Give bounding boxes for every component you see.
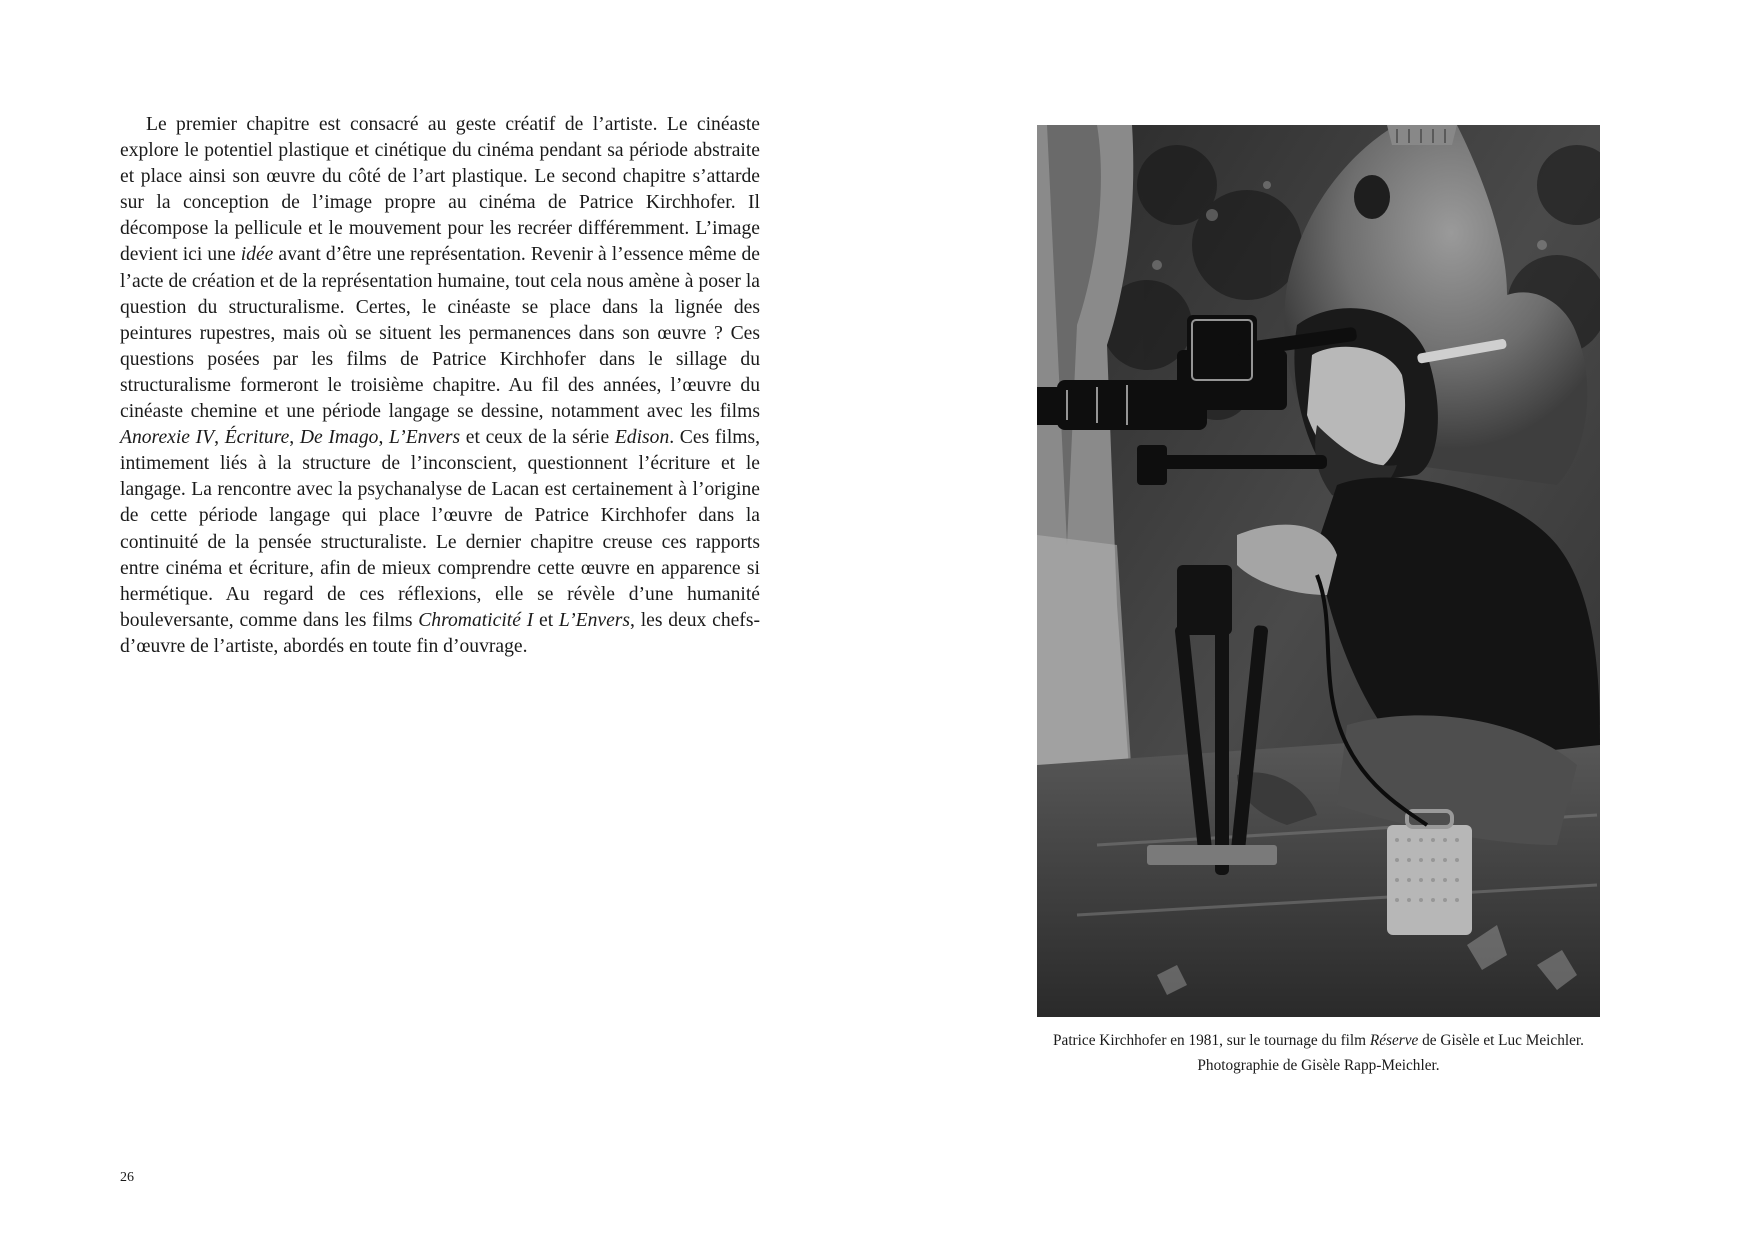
text-run: Le premier chapitre est consacré au geste créatif de l’artiste. Le cinéaste explore le potentiel plastique et cinétique du cinéma pendant sa période abstraite et place ainsi son œuvre du côté de l’art plastique. Le second chapitre s’attarde sur la conception de l’image propre au cinéma de Patrice Kirchhofer. Il décompose la pellicule et le mouvement pour les recréer différemment. L’image devient ici une xyxy=(120,114,760,266)
right-page xyxy=(874,0,1748,1240)
text-run: , xyxy=(289,427,300,449)
text-run: , xyxy=(378,427,389,449)
italic-run: Edison xyxy=(614,427,670,449)
photo-caption xyxy=(1037,1028,1600,1078)
text-run: avant d’être une représentation. Revenir à l’essence même de l’acte de création et de la représentation humaine, tout cela nous amène à poser la question du structuralisme. Certes, le cinéaste se place dans la lignée des peintures rupestres, mais où se situent les permanences dans son œuvre ? Ces questions posées par les films de Patrice Kirchhofer dans le sillage du structuralisme formeront le troisième chapitre. Au fil des années, l’œuvre du cinéaste chemine et une période langage se dessine, notamment avec les films xyxy=(120,244,760,423)
text-run: , xyxy=(214,427,225,449)
italic-run: idée xyxy=(240,244,274,266)
photo-illustration xyxy=(1037,125,1600,1017)
body-paragraph xyxy=(120,112,760,660)
text-run: et ceux de la série xyxy=(460,427,615,449)
page-number: 26 xyxy=(120,1170,134,1185)
text-run: de Gisèle et Luc Meichler. Photographie de Gisèle Rapp-Meichler. xyxy=(1197,1032,1584,1074)
italic-run: Anorexie IV xyxy=(120,427,215,449)
photograph xyxy=(1037,125,1600,1017)
italic-run: Réserve xyxy=(1369,1032,1419,1049)
italic-run: Chromaticité I xyxy=(418,609,534,631)
text-run: , les deux chefs-d’œuvre de l’artiste, abordés en toute fin d’ouvrage. xyxy=(120,609,760,657)
italic-run: Écriture xyxy=(224,427,290,449)
text-run: Patrice Kirchhofer en 1981, sur le tournage du film xyxy=(1053,1032,1370,1049)
italic-run: L’Envers xyxy=(389,427,461,449)
text-run: . Ces films, intimement liés à la structure de l’inconscient, questionnent l’écriture et le langage. La rencontre avec la psychanalyse de Lacan est certainement à l’origine de cette période langage qui place l’œuvre de Patrice Kirchhofer dans la continuité de la pensée structuraliste. Le dernier chapitre creuse ces rapports entre cinéma et écriture, afin de mieux comprendre cette œuvre en apparence si hermétique. Au regard de ces réflexions, elle se révèle d’une humanité bouleversante, comme dans les films xyxy=(120,427,761,631)
italic-run: L’Envers xyxy=(558,609,631,631)
italic-run: De Imago xyxy=(299,427,379,449)
text-run: et xyxy=(533,609,559,631)
